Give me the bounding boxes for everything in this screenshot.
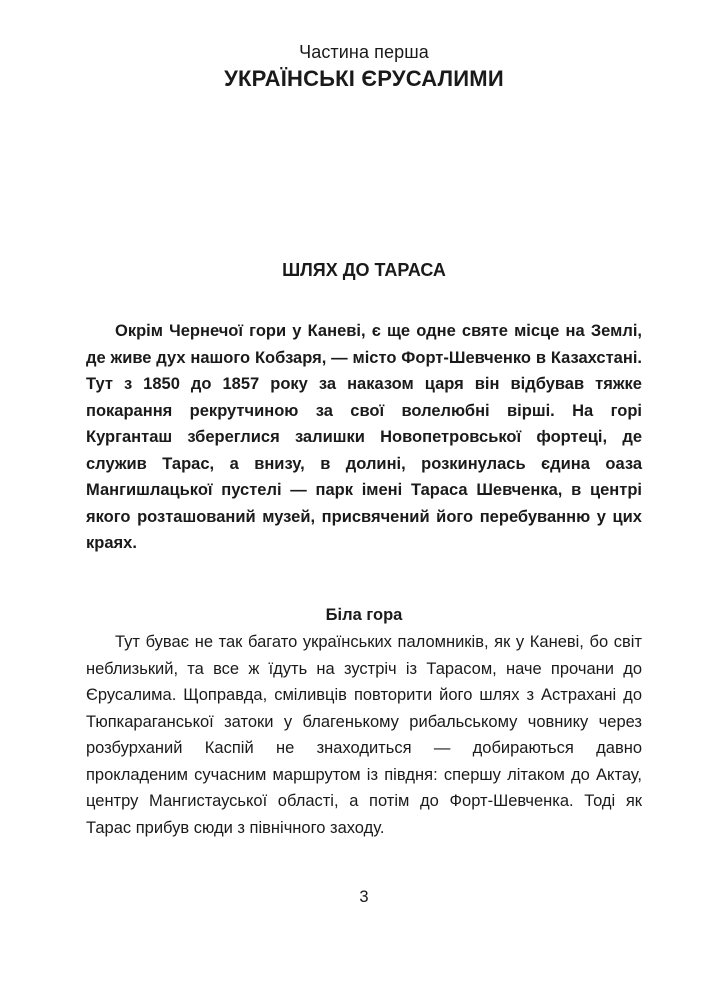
part-title: УКРАЇНСЬКІ ЄРУСАЛИМИ bbox=[224, 66, 504, 91]
body-paragraph: Тут буває не так багато українських паломників, як у Каневі, бо світ неблизький, та все ж їдуть на зустріч із Тарасом, наче прочани до Єрусалима. Щоправда, сміливців повторити його шлях з Астрахані до Тюпкараганської затоки у благенькому рибальському човнику через розбурханий Каспій не знаходиться — добираються давно прокладеним сучасним маршрутом із півдня: спершу літаком до Актау, центру Мангистауської області, а потім до Форт-Шевченка. Тоді як Тарас прибув сюди з північного заходу. bbox=[86, 633, 642, 837]
subsection-title: Біла гора bbox=[325, 606, 403, 624]
section-title: ШЛЯХ ДО ТАРАСА bbox=[282, 260, 446, 280]
part-label: Частина перша bbox=[299, 42, 429, 62]
lead-paragraph: Окрім Чернечої гори у Каневі, є ще одне святе місце на Землі, де живе дух нашого Кобзаря, — місто Форт-Шевченко в Казахстані. Тут з 1850 до 1857 року за наказом царя він відбував тяжке покарання рекрутчиною за свої волелюбні вірші. На горі Курганташ збереглися залишки Новопетровської фортеці, де служив Тарас, а внизу, в долині, розкинулась єдина оаза Мангишлацької пустелі — парк імені Тараса Шевченка, в центрі якого розташований музей, присвячений його перебуванню у цих краях. bbox=[86, 322, 642, 552]
page-number: 3 bbox=[359, 888, 369, 906]
